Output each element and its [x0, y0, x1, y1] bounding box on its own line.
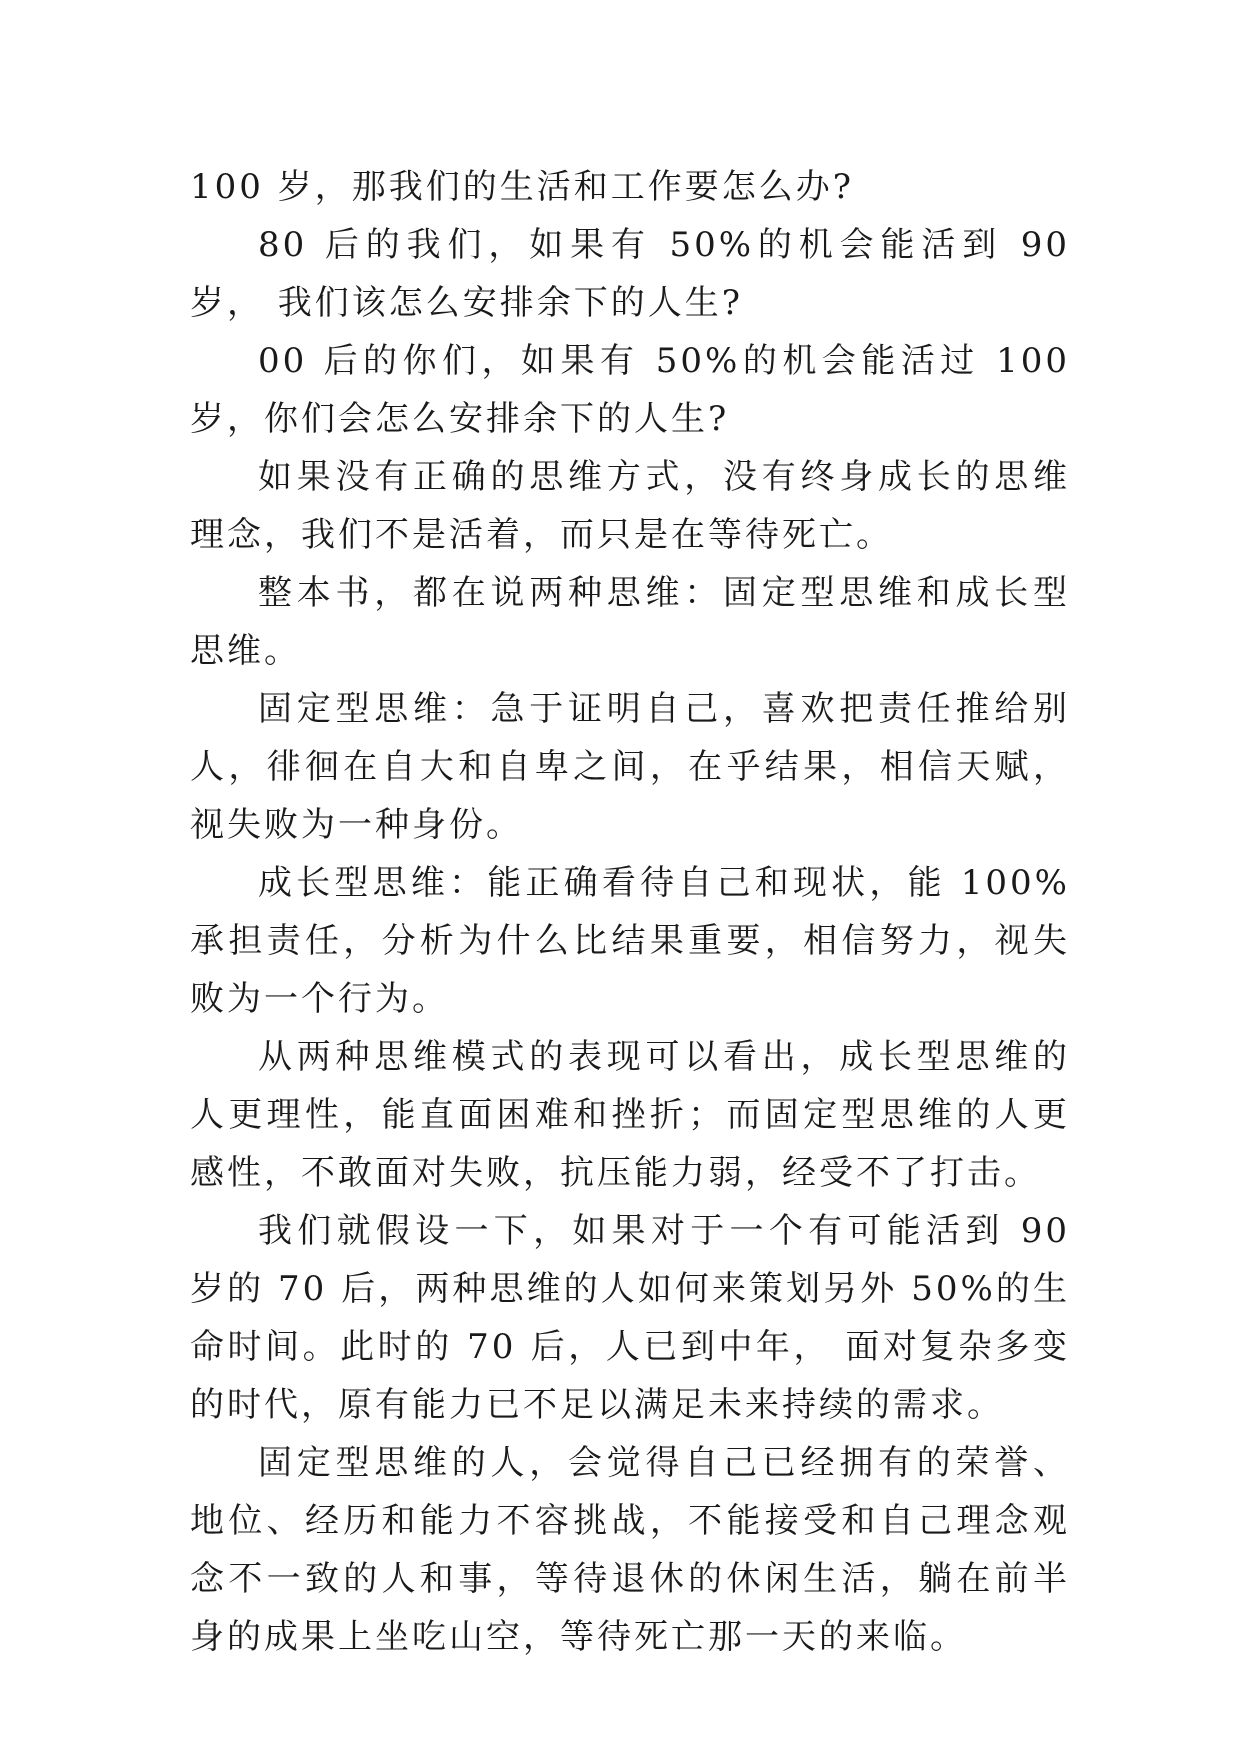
paragraph: 如果没有正确的思维方式，没有终身成长的思维理念，我们不是活着，而只是在等待死亡。: [190, 457, 1070, 555]
document-body: [190, 158, 1070, 1666]
paragraph: 固定型思维的人，会觉得自己已经拥有的荣誉、地位、经历和能力不容挑战，不能接受和自己理念观念不一致的人和事，等待退休的休闲生活，躺在前半身的成果上坐吃山空，等待死亡那一天的来临。: [190, 1443, 1070, 1657]
paragraph: 80 后的我们，如果有 50%的机会能活到 90 岁， 我们该怎么安排余下的人生?: [190, 225, 1070, 323]
paragraph: 我们就假设一下，如果对于一个有可能活到 90 岁的 70 后，两种思维的人如何来策划另外 50%的生命时间。此时的 70 后，人已到中年， 面对复杂多变的时代，原有能力已不足以满足未来持续的需求。: [190, 1211, 1070, 1425]
paragraph: 固定型思维：急于证明自己，喜欢把责任推给别人，徘徊在自大和自卑之间，在乎结果，相信天赋，视失败为一种身份。: [190, 689, 1070, 845]
paragraph: 成长型思维：能正确看待自己和现状，能 100%承担责任，分析为什么比结果重要，相信努力，视失败为一个行为。: [190, 863, 1070, 1019]
paragraph: 整本书，都在说两种思维：固定型思维和成长型思维。: [190, 573, 1070, 671]
paragraph-continuation: 100 岁，那我们的生活和工作要怎么办?: [190, 167, 854, 207]
paragraph: 从两种思维模式的表现可以看出，成长型思维的人更理性，能直面困难和挫折；而固定型思维的人更感性，不敢面对失败，抗压能力弱，经受不了打击。: [190, 1037, 1070, 1193]
paragraph: 00 后的你们，如果有 50%的机会能活过 100 岁，你们会怎么安排余下的人生?: [190, 341, 1070, 439]
